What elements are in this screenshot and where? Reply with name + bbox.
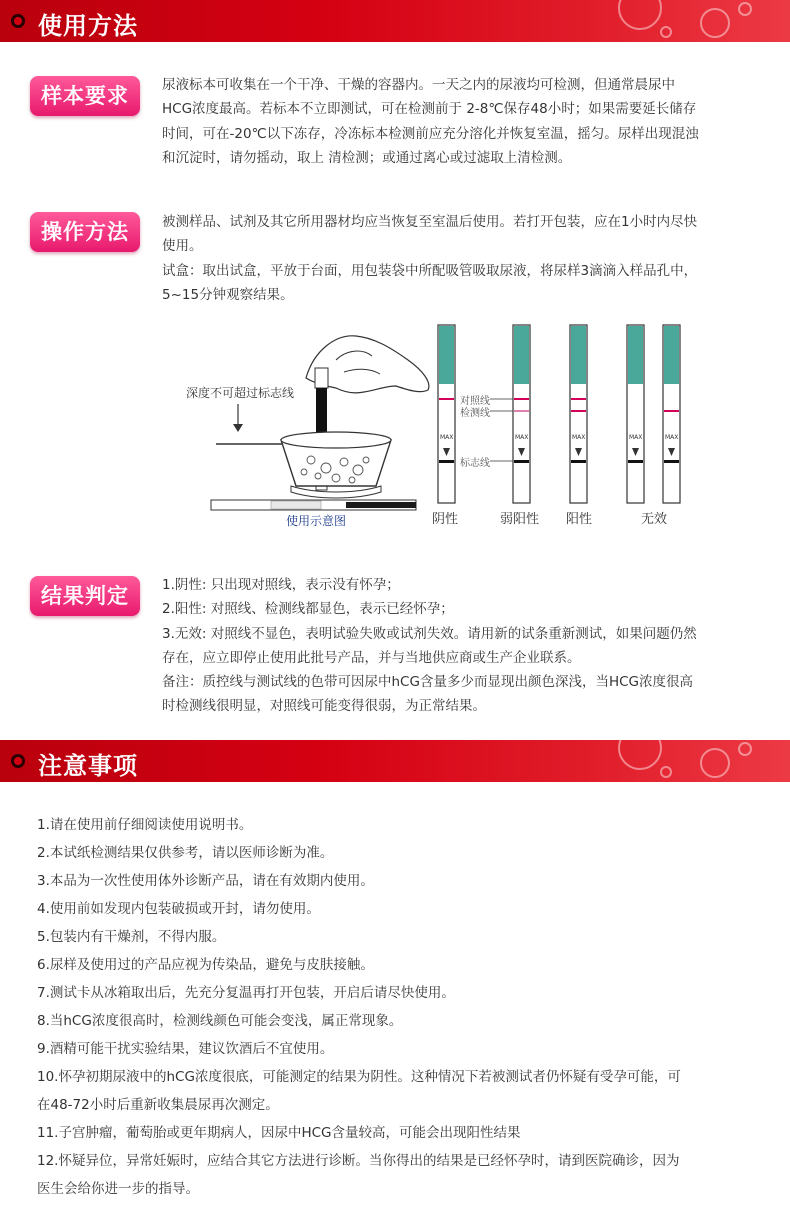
text-line: 备注：质控线与测试线的色带可因尿中hCG含量多少而显现出颜色深浅，当HCG浓度很高 — [162, 674, 693, 691]
section-title: 注意事项 — [38, 752, 138, 780]
max-mark: MAX — [629, 434, 643, 441]
usage-illustration — [186, 320, 686, 530]
judgement-text — [162, 573, 762, 719]
list-item: 2.本试纸检测结果仅供参考，请以医师诊断为准。 — [37, 845, 334, 861]
list-item: 5.包装内有干燥剂，不得内服。 — [37, 929, 226, 945]
depth-label: 深度不可超过标志线 — [186, 386, 295, 400]
bullet-circle-icon — [11, 14, 25, 28]
text-line: 5~15分钟观察结果。 — [162, 286, 294, 303]
list-item: 6.尿样及使用过的产品应视为传染品，避免与皮肤接触。 — [37, 957, 374, 973]
list-item: 3.本品为一次性使用体外诊断产品，请在有效期内使用。 — [37, 873, 374, 889]
text-line: 存在，应立即停止使用此批号产品，并与当地供应商或生产企业联系。 — [162, 649, 581, 666]
sample-text — [162, 73, 762, 170]
max-mark: MAX — [665, 434, 679, 441]
usage-caption: 使用示意图 — [286, 514, 347, 528]
text-line: 时间，可在-20℃以下冻存，冷冻标本检测前应充分溶化并恢复室温，摇匀。尿样出现混浊 — [162, 125, 699, 142]
list-item: 在48-72小时后重新收集晨尿再次测定。 — [37, 1097, 279, 1113]
max-mark: MAX — [572, 434, 586, 441]
text-line: 试盒：取出试盒，平放于台面，用包装袋中所配吸管吸取尿液，将尿样3滴滴入样品孔中， — [162, 262, 698, 279]
text-line: 1.阴性: 只出现对照线，表示没有怀孕； — [162, 577, 400, 593]
text-line: 时检测线很明显，对照线可能变得很弱，为正常结果。 — [162, 698, 486, 715]
list-item: 1.请在使用前仔细阅读使用说明书。 — [37, 817, 253, 833]
text-line: 使用。 — [162, 238, 203, 255]
list-item: 10.怀孕初期尿液中的hCG浓度很底，可能测定的结果为阴性。这种情况下若被测试者仍怀疑有受孕可能，可 — [37, 1069, 681, 1085]
text-line: 3.无效: 对照线不显色，表明试验失败或试剂失效。请用新的试条重新测试，如果问题仍然 — [162, 625, 697, 642]
usage-diagram — [186, 320, 686, 530]
list-item: 医生会给你进一步的指导。 — [37, 1181, 199, 1197]
mark-line-label: 标志线 — [460, 458, 490, 469]
list-item: 12.怀疑异位，异常妊娠时，应结合其它方法进行诊断。当你得出的结果是已经怀孕时，请到医院确诊，因为 — [37, 1153, 680, 1169]
text-line: 尿液标本可收集在一个干净、干燥的容器内。一天之内的尿液均可检测，但通常晨尿中 — [162, 77, 675, 93]
result-label-negative: 阴性 — [432, 512, 459, 527]
text-line: 被测样品、试剂及其它所用器材均应当恢复至室温后使用。若打开包装，应在1小时内尽快 — [162, 214, 698, 230]
result-label-weak-positive: 弱阳性 — [500, 512, 540, 527]
text-line: 和沉淀时，请勿摇动，取上 清检测；或通过离心或过滤取上清检测。 — [162, 149, 572, 166]
judgement-tag: 结果判定 — [30, 576, 140, 616]
notice-list — [37, 811, 747, 1203]
list-item: 9.酒精可能干扰实验结果，建议饮酒后不宜使用。 — [37, 1041, 334, 1057]
text-line: 2.阳性: 对照线、检测线都显色，表示已经怀孕； — [162, 601, 454, 618]
max-mark: MAX — [440, 434, 454, 441]
section-banner-usage — [0, 0, 790, 42]
result-label-invalid: 无效 — [641, 512, 668, 527]
section-title: 使用方法 — [38, 12, 138, 40]
list-item: 7.测试卡从冰箱取出后，先充分复温再打开包装，开启后请尽快使用。 — [37, 985, 455, 1001]
sample-tag: 样本要求 — [30, 76, 140, 116]
bullet-circle-icon — [11, 754, 25, 768]
section-banner-notice — [0, 740, 790, 782]
max-mark: MAX — [515, 434, 529, 441]
list-item: 4.使用前如发现内包装破损或开封，请勿使用。 — [37, 901, 320, 917]
text-line: HCG浓度最高。若标本不立即测试，可在检测前于 2-8℃保存48小时；如果需要延长储存 — [162, 101, 697, 118]
test-line-label: 检测线 — [460, 408, 490, 419]
control-line-label: 对照线 — [460, 396, 490, 407]
list-item: 11.子宫肿瘤，葡萄胎或更年期病人，因尿中HCG含量较高，可能会出现阳性结果 — [37, 1125, 521, 1141]
list-item: 8.当hCG浓度很高时，检测线颜色可能会变浅，属正常现象。 — [37, 1013, 403, 1029]
result-label-positive: 阳性 — [566, 512, 593, 527]
operation-text — [162, 210, 762, 307]
operation-tag: 操作方法 — [30, 212, 140, 252]
